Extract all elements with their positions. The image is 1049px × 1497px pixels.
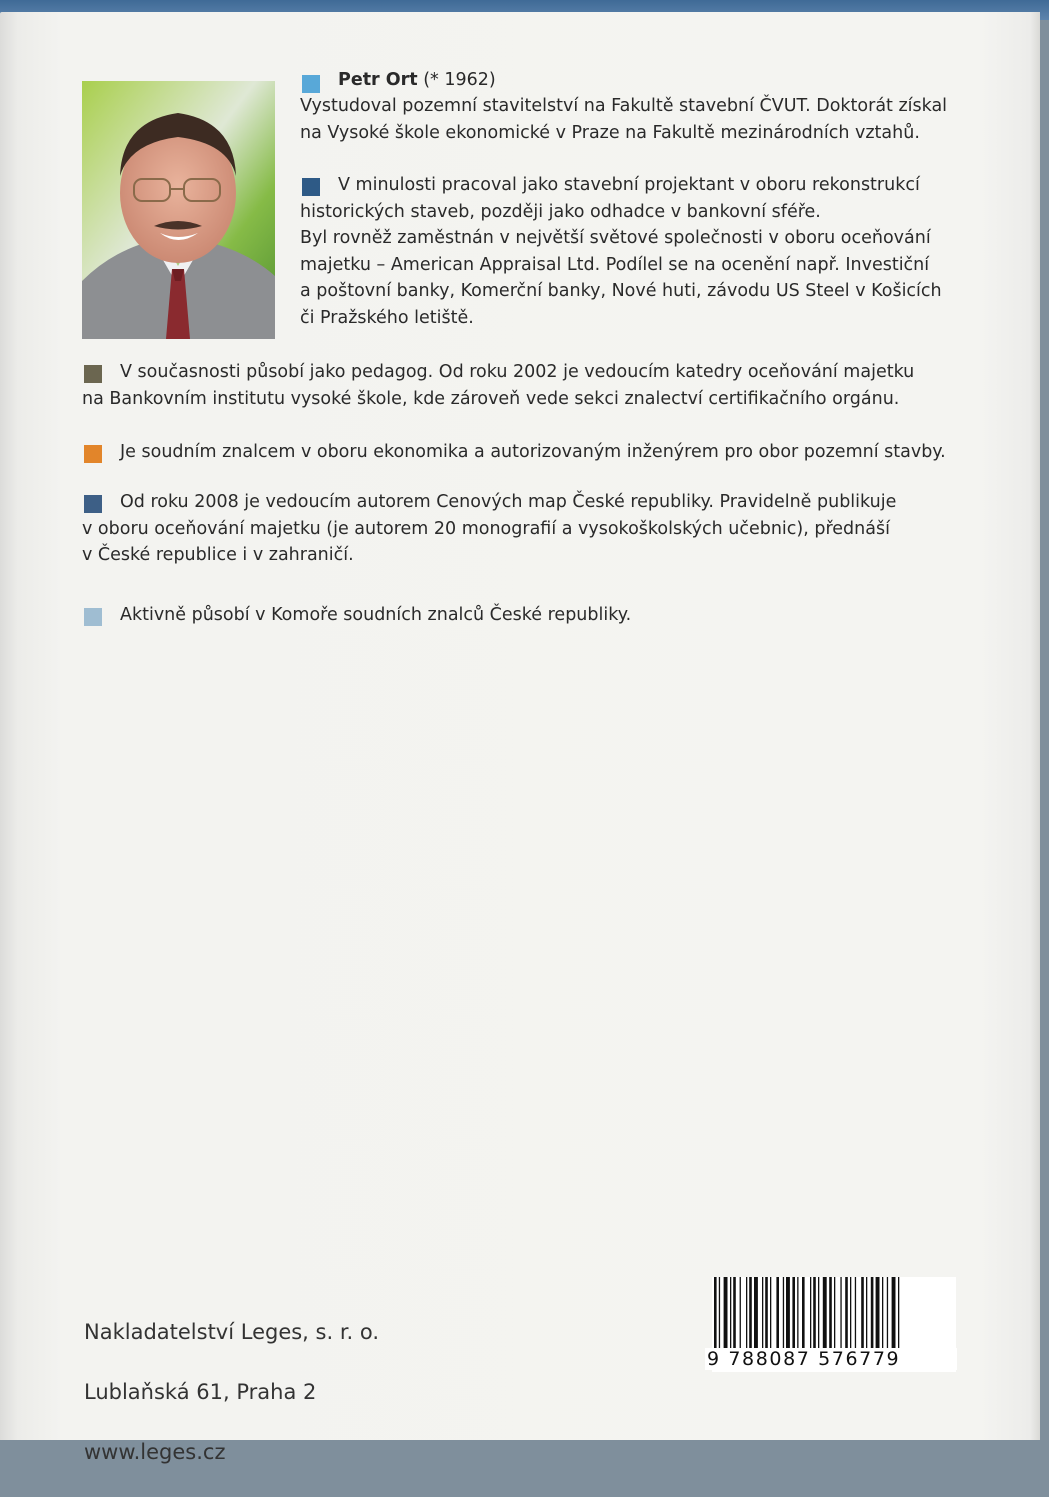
publisher-name: Nakladatelství Leges, s. r. o. (84, 1320, 380, 1344)
paragraph-price-maps: Od roku 2008 je vedoucím autorem Cenových map České republiky. Pravidelně publikuje v oboru oceňování majetku (je autorem 20 monografií a vysokoškolských učebnic), přednáší v České republice i v zahraničí. (82, 492, 897, 565)
author-birth: (* 1962) (417, 70, 496, 90)
author-education: Vystudoval pozemní stavitelství na Fakultě stavební ČVUT. Doktorát získal na Vysoké škole ekonomické v Praze na Fakultě mezinárodních vztahů. (300, 96, 948, 143)
publisher-web[interactable]: www.leges.cz (84, 1440, 226, 1464)
publisher-address: Lublaňská 61, Praha 2 (84, 1380, 317, 1404)
back-cover (0, 12, 1040, 1464)
publisher-block (84, 1287, 379, 1497)
barcode-bars-icon (712, 1277, 956, 1355)
author-heading (338, 67, 496, 94)
author-career: V minulosti pracoval jako stavební projektant v oboru rekonstrukcí historických staveb, později jako odhadce v bankovní sféře. Byl rovněž zaměstnán v největší světové společnosti v oboru oceňování majetku – American Appraisal Ltd. Podílel se na ocenění např. Investiční a poštovní banky, Komerční banky, Nové huti, závodu US Steel v Košicích či Pražského letiště. (300, 175, 942, 328)
isbn-number: 9 788087 576779 (705, 1348, 957, 1370)
paragraph-chamber: Aktivně působí v Komoře soudních znalců České republiky. (120, 605, 632, 625)
author-name: Petr Ort (338, 70, 418, 90)
author-photo (82, 81, 275, 339)
author-portrait-icon (82, 81, 275, 339)
paragraph-expert: Je soudním znalcem v oboru ekonomika a autorizovaným inženýrem pro obor pozemní stavby. (120, 442, 946, 462)
bullet-square-name (302, 75, 320, 93)
paragraph-pedagog: V současnosti působí jako pedagog. Od roku 2002 je vedoucím katedry oceňování majetku na Bankovním institutu vysoké škole, kde zároveň vede sekci znalectví certifikačního orgánu. (82, 362, 915, 409)
